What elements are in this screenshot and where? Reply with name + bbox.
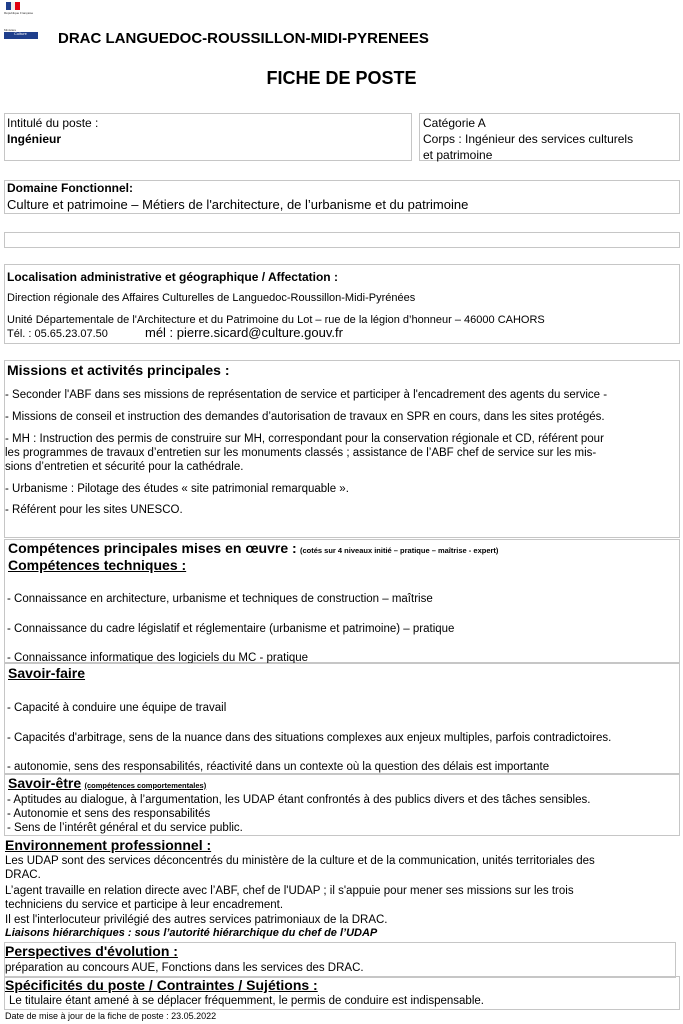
perspectives-value: préparation au concours AUE, Fonctions dans les services des DRAC. [5, 962, 364, 974]
savoir-faire-label: Savoir-faire [8, 665, 86, 681]
savoir-etre-item: - Sens de l’intérêt général et du service public. [7, 822, 243, 834]
environnement-label: Environnement professionnel : [5, 837, 212, 853]
corps-line1: Corps : Ingénieur des services culturels [423, 132, 634, 146]
savoir-etre-box [4, 774, 680, 836]
savoir-etre-label: Savoir-être [8, 775, 82, 791]
liaisons-hierarchiques: Liaisons hiérarchiques : sous l’autorité hiérarchique du chef de l’UDAP [5, 927, 378, 939]
intitule-box [4, 113, 412, 161]
environnement-box [4, 836, 680, 940]
technique-item: - Connaissance du cadre législatif et réglementaire (urbanisme et patrimoine) – pratique [7, 623, 455, 635]
empty-box [4, 232, 680, 248]
footer-date: Date de mise à jour de la fiche de poste : 23.05.2022 [5, 1011, 217, 1021]
localisation-line2: Unité Départementale de l'Architecture et du Patrimoine du Lot – rue de la légion d’honneur – 46000 CAHORS [7, 314, 545, 326]
environnement-line: Il est l'interlocuteur privilégié des autres services patrimoniaux de la DRAC. [5, 914, 388, 926]
mission-item: - Seconder l'ABF dans ses missions de représentation de service et participer à l'encadrement des agents du service - [5, 389, 608, 401]
flag-icon [6, 2, 20, 10]
techniques-label: Compétences techniques : [8, 557, 187, 573]
specificites-label: Spécificités du poste / Contraintes / Sujétions : [5, 977, 318, 993]
mission-item: - Missions de conseil et instruction des demandes d’autorisation de travaux en SPR en cours, dans les sites protégés. [5, 411, 605, 423]
technique-item: - Connaissance informatique des logiciels du MC - pratique [7, 652, 309, 664]
competences-header [8, 540, 498, 558]
savoir-etre-note: (compétences comportementales) [84, 781, 207, 790]
mission-item: - MH : Instruction des permis de construire sur MH, correspondant pour la conservation régionale et CD, référent pour [5, 433, 604, 445]
savoir-etre-header [8, 775, 206, 793]
domaine-label: Domaine Fonctionnel: [7, 181, 133, 195]
categorie-box [419, 113, 680, 161]
savoir-faire-item: - autonomie, sens des responsabilités, réactivité dans un contexte où la question des délais est importante [7, 761, 550, 773]
localisation-line1: Direction régionale des Affaires Culturelles de Languedoc-Roussillon-Midi-Pyrénées [7, 292, 416, 304]
savoir-faire-box [4, 663, 680, 774]
localisation-label: Localisation administrative et géographique / Affectation : [7, 270, 338, 284]
telephone: Tél. : 05.65.23.07.50 [7, 328, 108, 340]
domaine-box [4, 180, 680, 214]
categorie: Catégorie A [423, 116, 486, 130]
organisation-title: DRAC LANGUEDOC-ROUSSILLON-MIDI-PYRENEES [58, 30, 429, 47]
mission-item: sions d’entretien et sécurité pour la cathédrale. [5, 461, 244, 473]
missions-label: Missions et activités principales : [7, 362, 230, 378]
savoir-faire-item: - Capacité à conduire une équipe de travail [7, 702, 227, 714]
mission-item: les programmes de travaux d’entretien sur les monuments classés ; assistance de l’ABF chef de service sur les mis- [5, 447, 597, 459]
specificites-value: Le titulaire étant amené à se déplacer fréquemment, le permis de conduire est indispensable. [9, 995, 484, 1007]
competences-label: Compétences principales mises en œuvre : [8, 540, 297, 556]
competences-note: (cotés sur 4 niveaux initié – pratique – maîtrise - expert) [300, 546, 499, 555]
corps-line2: et patrimoine [423, 148, 493, 162]
savoir-etre-item: - Autonomie et sens des responsabilités [7, 808, 211, 820]
missions-box [4, 360, 680, 538]
logo-motto: République Française [4, 11, 34, 15]
email: mél : pierre.sicard@culture.gouv.fr [145, 325, 343, 340]
environnement-line: DRAC. [5, 869, 41, 881]
ministry-logo [4, 2, 38, 42]
perspectives-label: Perspectives d'évolution : [5, 943, 178, 959]
logo-band: Culture [4, 32, 38, 39]
intitule-label: Intitulé du poste : [7, 116, 99, 130]
localisation-box [4, 264, 680, 344]
environnement-line: techniciens du service et participe à leur encadrement. [5, 899, 284, 911]
specificites-box [4, 976, 680, 1010]
intitule-value: Ingénieur [7, 132, 62, 146]
logo-ministry: Ministère [4, 28, 17, 32]
competences-box [4, 539, 680, 663]
environnement-line: Les UDAP sont des services déconcentrés du ministère de la culture et de la communication, unités territoriales des [5, 855, 595, 867]
perspectives-box [4, 942, 676, 978]
technique-item: - Connaissance en architecture, urbanisme et techniques de construction – maîtrise [7, 593, 433, 605]
mission-item: - Urbanisme : Pilotage des études « site patrimonial remarquable ». [5, 483, 349, 495]
domaine-value: Culture et patrimoine – Métiers de l'architecture, de l’urbanisme et du patrimoine [7, 197, 469, 212]
environnement-line: L’agent travaille en relation directe avec l’ABF, chef de l'UDAP ; il s'appuie pour mener ses missions sur les trois [5, 885, 574, 897]
page-title: FICHE DE POSTE [266, 68, 417, 88]
savoir-etre-item: - Aptitudes au dialogue, à l’argumentation, les UDAP étant confrontés à des publics divers et des tâches sensibles. [7, 794, 591, 806]
savoir-faire-item: - Capacités d'arbitrage, sens de la nuance dans des situations complexes aux enjeux multiples, parfois contradictoires. [7, 732, 612, 744]
mission-item: - Référent pour les sites UNESCO. [5, 504, 183, 516]
